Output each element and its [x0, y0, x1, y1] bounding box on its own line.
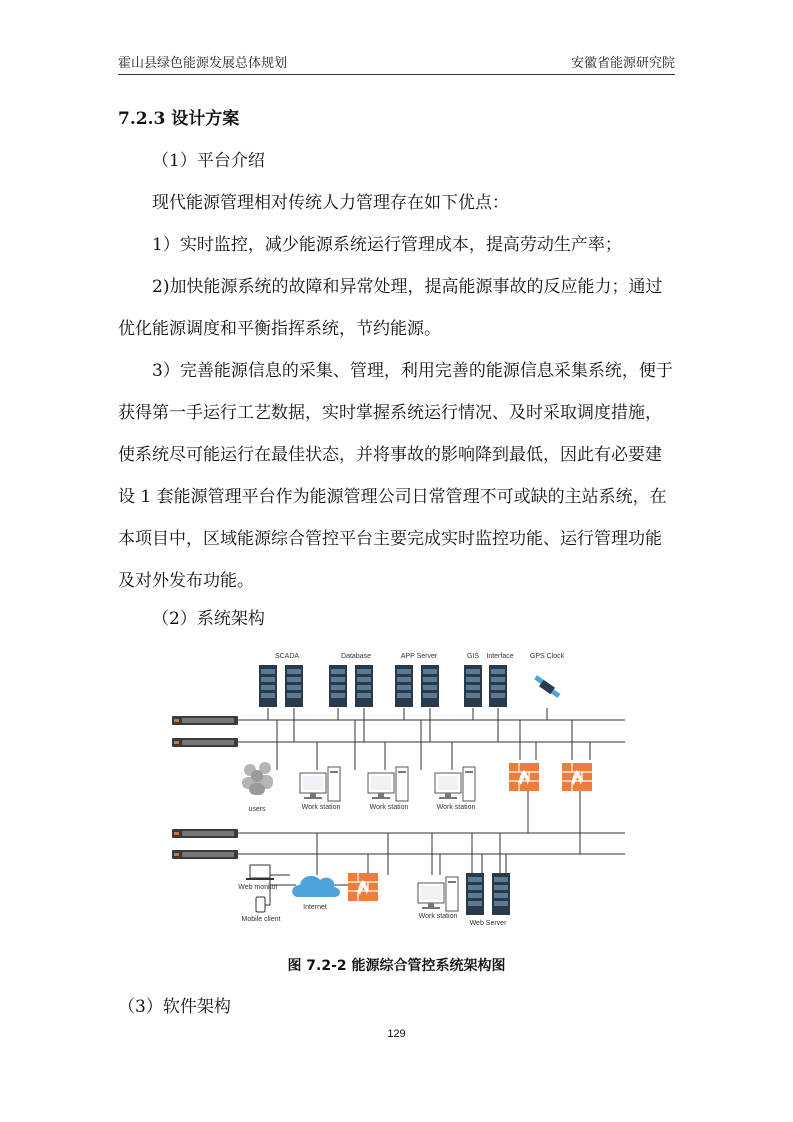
- label-gps-clock: GPS Clock: [529, 653, 565, 660]
- label-workstation-2: Work station: [369, 804, 409, 811]
- header-divider: [118, 74, 675, 75]
- label-gis: GIS: [466, 653, 480, 660]
- workstation-3: [435, 767, 475, 811]
- page-header: [118, 52, 675, 74]
- network-lines: [236, 708, 625, 905]
- web-monitor-icon: [238, 865, 278, 891]
- section-title: 7.2.3 设计方案: [118, 109, 240, 129]
- users-icon: [242, 762, 273, 813]
- server-app: [395, 653, 439, 707]
- label-workstation-4: Work station: [418, 913, 458, 920]
- page-number: 129: [387, 1028, 406, 1040]
- web-server: [466, 873, 510, 927]
- label-app-server: APP Server: [400, 653, 438, 660]
- firewall-internet: [348, 873, 378, 901]
- label-web-server: Web Server: [469, 920, 507, 927]
- header-right-org: 安徽省能源研究院: [570, 56, 675, 71]
- server-scada: [259, 653, 303, 707]
- label-users: users: [248, 806, 266, 813]
- workstation-2: [368, 767, 408, 811]
- firewall-icons: [509, 763, 592, 791]
- server-database: [329, 653, 373, 707]
- label-interface: Interface: [486, 653, 514, 660]
- label-web-monitor: Web monitor: [238, 884, 278, 891]
- header-left-title: 霍山县绿色能源发展总体规划: [118, 56, 288, 71]
- label-workstation-3: Work station: [436, 804, 476, 811]
- paragraph-system-architecture: （2）系统架构: [152, 609, 265, 629]
- label-internet: Internet: [303, 904, 327, 911]
- switches: [172, 716, 238, 859]
- workstation-4: [418, 877, 458, 920]
- paragraph-point-3: 3）完善能源信息的采集、管理，利用完善的能源信息采集系统，便于获得第一手运行工艺数据，实时掌握系统运行情况、及时采取调度措施，使系统尽可能运行在最佳状态，并将事故的影响降到最低，因此有必要建设 1 套能源管理平台作为能源管理公司日常管理不可或缺的主站系统，在本项目中，区域能源综合管控平台主要完成实时监控功能、运行管理功能及对外发布功能。: [118, 361, 673, 591]
- label-workstation-1: Work station: [301, 804, 341, 811]
- architecture-diagram: [170, 645, 630, 935]
- internet-cloud-icon: [292, 876, 340, 911]
- paragraph-advantages: 现代能源管理相对传统人力管理存在如下优点：: [152, 193, 509, 213]
- server-gis-interface: [464, 653, 514, 707]
- label-mobile-client: Mobile client: [241, 916, 281, 923]
- workstation-1: [300, 767, 340, 811]
- label-scada: SCADA: [274, 653, 300, 660]
- mobile-client-icon: [242, 897, 281, 923]
- paragraph-point-1: 1）实时监控，减少能源系统运行管理成本，提高劳动生产率；: [152, 235, 622, 255]
- paragraph-platform-intro: （1）平台介绍: [152, 151, 265, 171]
- figure-caption: 图 7.2-2 能源综合管控系统架构图: [287, 958, 506, 974]
- paragraph-software-architecture: （3）软件架构: [118, 997, 231, 1017]
- label-database: Database: [341, 653, 371, 660]
- gps-clock-icon: [530, 653, 565, 698]
- paragraph-point-2: 2)加快能源系统的故障和异常处理，提高能源事故的反应能力；通过优化能源调度和平衡指挥系统，节约能源。: [118, 277, 663, 339]
